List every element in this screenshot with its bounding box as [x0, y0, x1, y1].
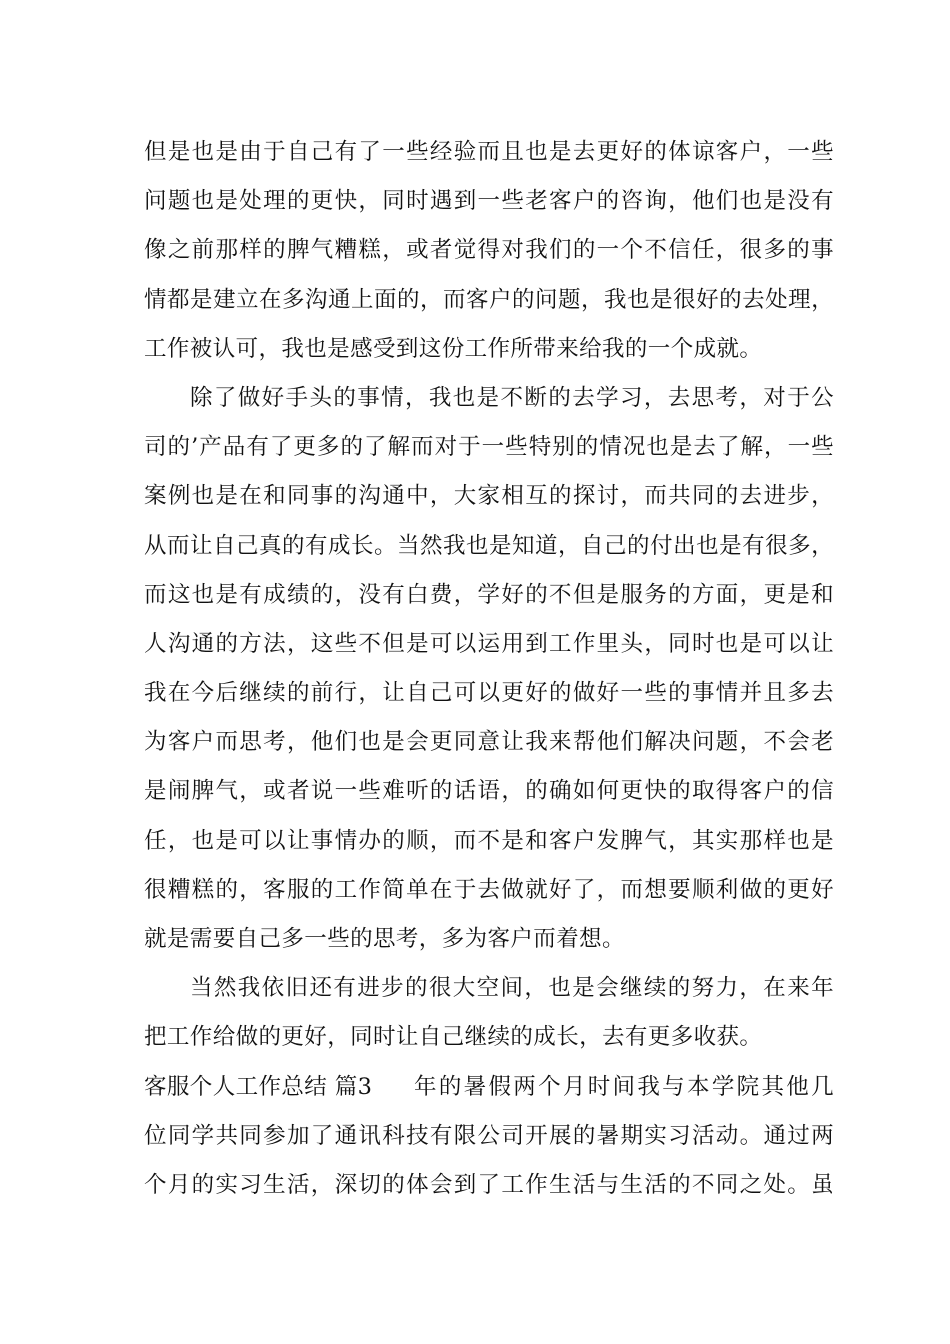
document-body	[144, 128, 834, 1210]
text-line: 像之前那样的脾气糟糕，或者觉得对我们的一个不信任，很多的事	[144, 237, 834, 264]
text-line: 是闹脾气，或者说一些难听的话语，的确如何更快的取得客户的信	[144, 778, 834, 805]
text-line: 任，也是可以让事情办的顺，而不是和客户发脾气，其实那样也是	[144, 827, 834, 854]
paragraph-3	[144, 964, 834, 1062]
paragraph-2	[144, 374, 834, 964]
text-line: 司的’产品有了更多的了解而对于一些特别的情况也是去了解，一些	[144, 434, 834, 461]
section-heading-row	[144, 1063, 834, 1112]
text-line: 个月的实习生活，深切的体会到了工作生活与生活的不同之处。虽	[144, 1171, 834, 1198]
text-line: 除了做好手头的事情，我也是不断的去学习，去思考，对于公	[190, 384, 834, 411]
text-line: 情都是建立在多沟通上面的，而客户的问题，我也是很好的去处理，	[144, 286, 834, 313]
text-line: 从而让自己真的有成长。当然我也是知道，自己的付出也是有很多，	[144, 532, 834, 559]
text-line: 但是也是由于自己有了一些经验而且也是去更好的体谅客户，一些	[144, 139, 834, 165]
section-lead-text: 年的暑假两个月时间我与本学院其他几	[414, 1073, 834, 1100]
text-line: 人沟通的方法，这些不但是可以运用到工作里头，同时也是可以让	[144, 630, 834, 657]
section-3	[144, 1063, 834, 1211]
text-line: 为客户而思考，他们也是会更同意让我来帮他们解决问题，不会老	[144, 729, 834, 756]
paragraph-1	[144, 128, 834, 374]
text-line: 位同学共同参加了通讯科技有限公司开展的暑期实习活动。通过两	[144, 1122, 834, 1149]
text-line: 问题也是处理的更快，同时遇到一些老客户的咨询，他们也是没有	[144, 188, 834, 215]
text-line: 案例也是在和同事的沟通中，大家相互的探讨，而共同的去进步，	[144, 483, 834, 510]
text-line: 把工作给做的更好，同时让自己继续的成长，去有更多收获。	[144, 1024, 763, 1051]
text-line: 就是需要自己多一些的思考，多为客户而着想。	[144, 926, 625, 952]
text-line: 很糟糕的，客服的工作简单在于去做就好了，而想要顺利做的更好	[144, 876, 834, 903]
text-line: 工作被认可，我也是感受到这份工作所带来给我的一个成就。	[144, 335, 763, 362]
text-line: 当然我依旧还有进步的很大空间，也是会继续的努力，在来年	[190, 975, 834, 1002]
text-line: 我在今后继续的前行，让自己可以更好的做好一些的事情并且多去	[144, 680, 834, 707]
section-heading: 客服个人工作总结 篇3	[144, 1073, 373, 1100]
text-line: 而这也是有成绩的，没有白费，学好的不但是服务的方面，更是和	[144, 581, 834, 608]
